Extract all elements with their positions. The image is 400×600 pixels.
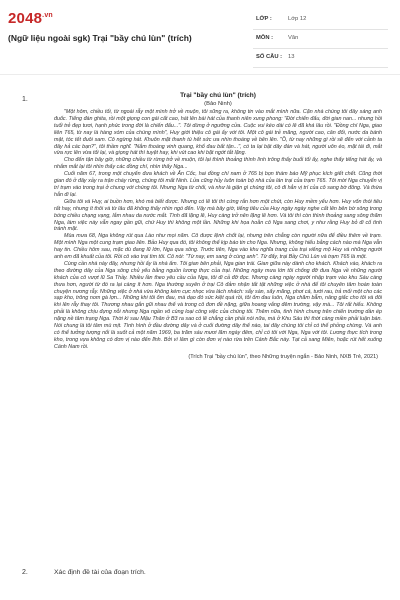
- meta-value: 13: [288, 54, 295, 60]
- meta-key: SỐ CÂU :: [256, 54, 283, 60]
- meta-row-question-count: [253, 48, 388, 68]
- meta-value: Lớp 12: [288, 16, 307, 22]
- page-header: [0, 0, 400, 70]
- meta-row-subject: [253, 29, 388, 49]
- passage-paragraph: Mùa mưa 68, Nga không rút qua Lào như mọi năm. Cô được lệnh chốt lại, nhưng trên chẳng còn người nữa để điều thêm về trạm. Một mình Nga một cung trạm giao liên. Bảo Huy qua đó, tôi không thể kịp báo tin cho Nga. Nhưng, không hiểu bằng cách nào mà Nga vẫn hay tin. Chiều hôm sau, mặc dù đang lũ lớn, Nga qua sông. Trước tiên, Nga vào khu nghĩa trang của trại viếng mộ Huy và những người anh em đã khuất của tôi. Rồi cô vào trại tìm tôi. Cô nói: "Từ nay, em sang ở cùng anh". Từ đấy, trại Bầy Chú Lùn và trạm T65 là một.: [54, 233, 382, 261]
- question-number: 1.: [22, 96, 28, 103]
- meta-key: LỚP :: [256, 16, 272, 22]
- passage-paragraph: Cùng cần nhà này đây, nhưng hồi ấy là nhà ấm. Tôi gian bên phải, Nga gian trái. Gian giữa này dành cho khách. Khách vào, khách ra theo đường dây của Nga sông chủ yếu bằng nguồn lương thực của trại. Những ngày mưa lớn tôi chống đỡ đưa Nga về những người khách của cô vượt lũ Sa Thầy. Nhiều lần theo yêu cầu của Nga, tôi đi cả đỡ đọc. Nhưng càng ngày người nhập trạm vào khu Sáu càng thưa hơn, người từ đó ra lại càng ít hơn. Nga thường xuyên ở trại Cô đảm nhận tất tật những việc ở nhà để tôi chuyên tâm hoàn toàn chuyện nương rẫy. Những việc ở nhà vừa không kém cực nhọc vừa lách nhách: sẩy sàn, sấy măng, phơi cá, tưới rau, trả mối một cho các sạp kho, trông nom gà lợn... Những khi tôi ốm đau, mà dạo đó sức kiệt quá rồi, tôi ốm đau luôn, Nga chăm bẵm, nâng giấc cho tôi và đôi khi lên rẫy thay tôi. Thương nhau gắn gũi nhau thế và trong cô đơn đề nặng, giữa hoang vắng đêm trường, vậy mà... Tôi rất hiểu. Không phải là không chịu đựng nỗi nhưng Nga ngần vô cùng loại công việc của chúng tôi. Thêm nữa, tình hình chung trên chiến trường dần ép nặng nề tâm trạng Nga. Thời kì sau Mậu Thân ở B3 ra sao có lẽ chẳng cần phải nói nữa, mà ở Khu Sáu thì thời càng miền phải luận bàn. Nói chung là tôi tâm mù mịt. Tình hình ở đầu đường dây và ở cuối đường dây thế nào, tai đây chúng tôi chỉ có thể phỏng chừng. Và anh có thể tưởng tượng nổi là suốt cả một năm 1969, ba trăm sáu mươi lăm ngày đêm, chỉ có tôi với Nga, Nga với tôi. Lương thực tích trong kho, trong vựa không có đơn vị nào đến lĩnh. Bởi vì lâm gì còn đơn vị nào rừa trên Cánh Bắc này. Tạt cả sang Miên, hoặc rút hết xuống Cánh Nam rồi.: [54, 260, 382, 350]
- header-divider: [0, 74, 400, 75]
- document-title: (Ngữ liệu ngoài sgk) Trại "bầy chú lùn" (trích): [8, 33, 192, 43]
- question-text: Xác định đề tài của đoạn trích.: [54, 569, 146, 576]
- meta-key: MÔN :: [256, 35, 274, 41]
- passage-author: (Bảo Ninh): [204, 101, 232, 107]
- meta-value: Văn: [288, 35, 299, 41]
- question-number: 2.: [22, 569, 28, 576]
- passage-paragraph: Cho đến tận bây giờ, những chiều từ rừng trở về muộn, tôi lại thình thoảng thình lình trông thấy buổi tối ấy, nghe thấy tiếng hát ấy, và nhắm mắt lại tôi nhìn thấy các đồng chí, nhìn thấy Nga...: [54, 157, 382, 171]
- reading-passage: [54, 90, 382, 580]
- meta-row-class: [253, 10, 388, 30]
- passage-paragraph: "Một hôm, chiều tối, từ ngoài rẫy một mình trở về muộn, tôi sững ra, không tin vào mắt mình nữa. Cặn nhà chúng tôi đây sáng anh đuốc. Tiếng đàn ghita, rồi một giọng con gái cất cao, hát lên bài hát của thanh niên xung phong: "Đời chiến đấu, đời gian nan... nhưng hồi tuổi trẻ đẹp tươi, hạnh phúc trong đời là chiến đấu...". Tôi dừng ở ngưỡng cửa. Cuộc vui kéo dài có lẽ đã khá lâu rồi. "Đồng chí Nga, giao liên T65, từ nay là hàng xóm của chúng mình", Huy giới thiệu cô gái ấy với tôi. Một cô gái trẻ măng, người cao, cân đối, nước da bánh mật, tóc tết đuôi sam. Cô ngừng hát. Khuôn mặt thanh tú hết sức ưa nhìn thoáng về bên lên. "Ồ, từ nay những gì rồi sẽ đến với cảnh ta đây hả các bạn?", tôi thầm nghĩ. "Nắm thoáng vinh quang, khổ đau bất tận...", có ta lại bật dây đàn và hát, người uôn éo, mặt tái đi, mắt vừa rực lên vừa tối lại, và giọng hát thì tuyệt hay, khi vút cao khi bặt ngớt tắt lặng.: [54, 109, 382, 157]
- passage-citation: (Trích Trại "bầy chú lùn", theo Những truyện ngắn - Bảo Ninh, NXB Trẻ, 2021): [188, 353, 378, 360]
- logo-text: 2048: [8, 10, 43, 27]
- site-logo[interactable]: [8, 10, 53, 27]
- passage-title: Trại "bầy chú lùn" (trích): [180, 92, 256, 99]
- passage-paragraph: Giữa tôi và Huy, ai buồn hơn, khó mà biết được. Nhưng có lẽ tôi thì cứng rắn hơn một chút, còn Huy mềm yếu hơn. Huy vốn thói tiêu rất hay, nhưng ít thôi và từ lâu đã không thấy nhìn ngó đến. Vậy mà bây giờ, tiếng tiêu của Huy ngày ngày nghe cất lên bên bờ sông trong bóng chiều chạng vạng, lắm nhau da nước mắt. Tình đã lặng lẽ, Huy càng trở nên lặng lẽ hơn. Và tôi thì còn thình thoảng sang sông thăm Nga, làm việc này vẫn ngay gần gũi, chứ Huy thì không một lần. Những khi họa hoằn cô Nga sang chơi, y như rằng Huy bỏ đi cố tình tránh mặt.: [54, 198, 382, 233]
- passage-paragraph: Cuối năm 67, trong một chuyến đưa khách về Ân Cốc, hai đồng chí nam ở 765 bị bọn thám báo Mỹ phục kích giết chết. Cũng thời gian đó ở đây xảy ra trận cháy rừng, chúng tôi mất Ninh. Lửa cũng hủy luôn toàn bộ nhà của lán trại của trạm T65. Tôi mời Nga chuyển vị trí trạm vào trong trại ở chung với chúng tôi. Nhưng Nga từ chối, và như là giận gì chúng tôi, cô đi hẳn vị trí của cô sang bờ đông. Và thừa hẳn đi lại.: [54, 171, 382, 198]
- logo-suffix: .vn: [42, 12, 53, 19]
